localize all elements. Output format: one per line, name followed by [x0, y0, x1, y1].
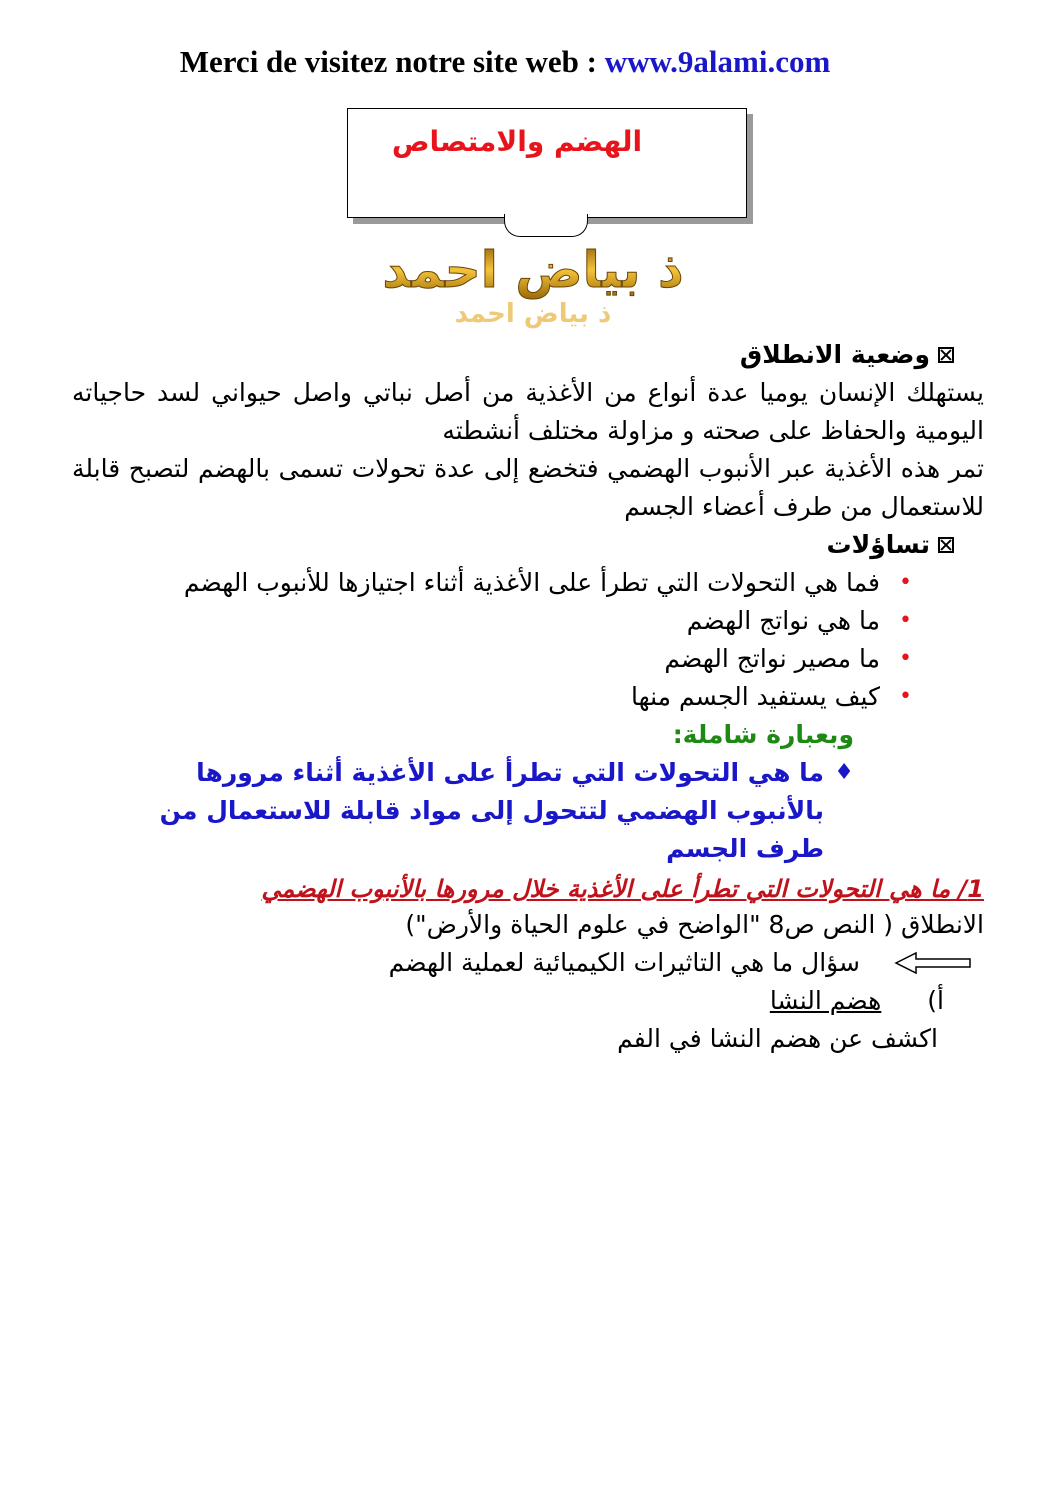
checkbox-x-icon: [938, 537, 954, 553]
header-prefix: Merci de visitez notre site web :: [179, 44, 605, 79]
sub-title: هضم النشا: [769, 986, 882, 1015]
questions-heading: تساؤلات: [72, 526, 984, 564]
diamond-bullet-icon: ♦: [834, 760, 854, 785]
start-paragraph-2: تمر هذه الأغذية عبر الأنبوب الهضمي فتخضع إلى عدة تحولات تسمى بالهضم لتصبح قابلة للاستعمال من طرف أعضاء الجسم: [72, 454, 984, 521]
left-arrow-icon: [894, 950, 974, 976]
signature-reflection: ذ بياض احمد: [454, 299, 612, 329]
part1-intro: الانطلاق ( النص ص8 "الواضح في علوم الحياة والأرض"): [405, 910, 984, 939]
summary-question: ♦ ما هي التحولات التي تطرأ على الأغذية أثناء مرورها بالأنبوب الهضمي لتتحول إلى مواد قابلة للاستعمال من طرف الجسم: [114, 754, 984, 868]
bullet-icon: •: [899, 570, 912, 595]
checkbox-x-icon: [938, 347, 954, 363]
document-body: [72, 336, 984, 1058]
part1-detect: اكشف عن هضم النشا في الفم: [617, 1024, 938, 1053]
list-item: • ما مصير نواتج الهضم: [130, 640, 880, 678]
site-header: [0, 44, 1010, 80]
bullet-icon: •: [899, 684, 912, 709]
title-box: [347, 108, 747, 218]
list-item: • كيف يستفيد الجسم منها: [130, 678, 880, 716]
summary-label: وبعبارة شاملة:: [672, 720, 854, 749]
questions-list: [72, 564, 984, 716]
start-paragraph-1: يستهلك الإنسان يوميا عدة أنواع من الأغذية من أصل نباتي واصل حيواني لسد حاجياته اليومية والحفاظ على صحته و مزاولة مختلف أنشطته: [72, 378, 984, 445]
page-title: الهضم والامتصاص: [391, 125, 643, 158]
part1-subsection: [72, 982, 984, 1020]
signature-text: ذ بياض احمد: [382, 241, 684, 299]
list-item: • ما هي نواتج الهضم: [130, 602, 880, 640]
author-signature: [382, 232, 684, 332]
bullet-icon: •: [899, 608, 912, 633]
list-item: • فما هي التحولات التي تطرأ على الأغذية أثناء اجتيازها للأنبوب الهضم: [130, 564, 880, 602]
part1-question-row: سؤال ما هي التاثيرات الكيميائية لعملية الهضم: [72, 944, 984, 982]
bullet-icon: •: [899, 646, 912, 671]
start-section-heading: وضعية الانطلاق: [72, 336, 984, 374]
sub-letter: أ): [927, 986, 944, 1015]
part1-heading: 1/ ما هي التحولات التي تطرأ على الأغذية خلال مرورها بالأنبوب الهضمي: [261, 875, 984, 903]
site-link[interactable]: www.9alami.com: [604, 44, 831, 79]
